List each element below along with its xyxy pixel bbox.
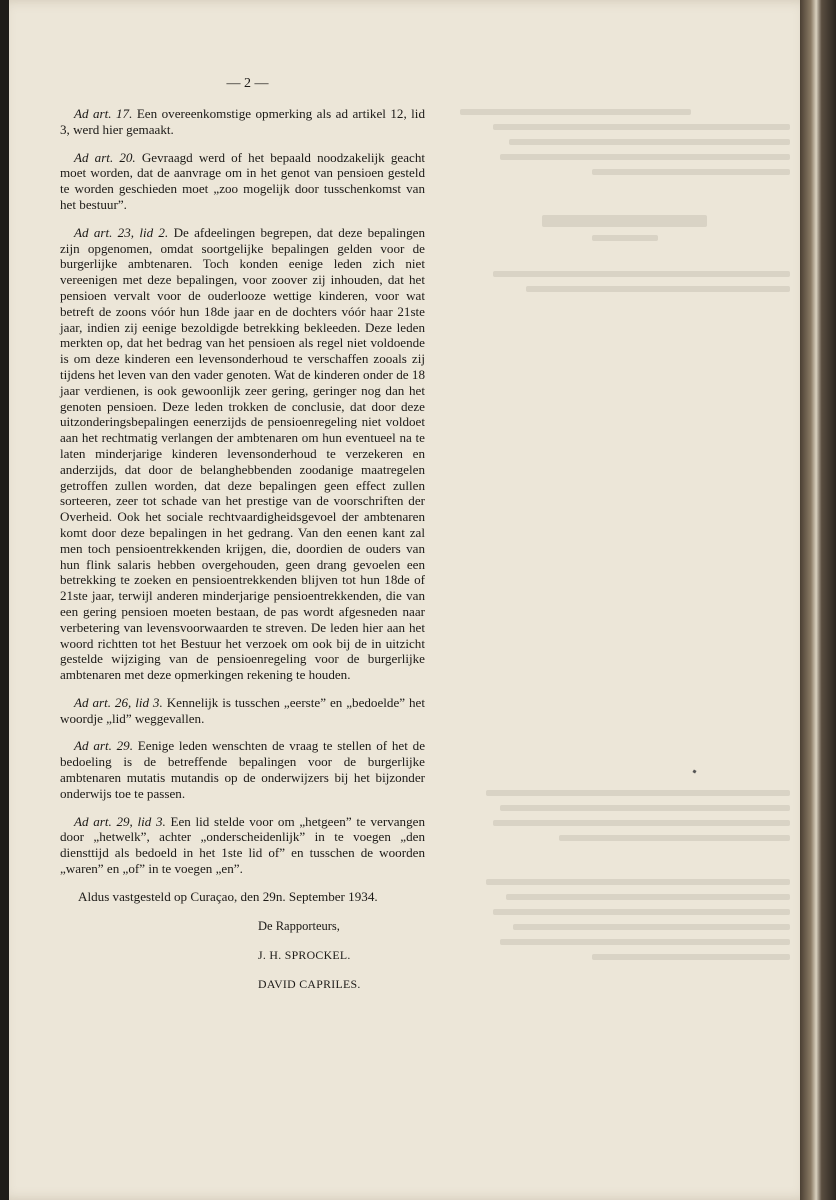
paragraph-art-26 bbox=[60, 695, 425, 727]
paragraph-text: Kennelijk is tusschen „eerste” en „bedoelde” het woordje „lid” weggevallen. bbox=[60, 694, 426, 726]
article-reference: Ad art. 26, lid 3. bbox=[74, 694, 163, 710]
paragraph-text: Een lid stelde voor om „hetgeen” te vervangen door „hetwelk”, achter „onderscheidenlijk” in te voegen „den diensttijd als bedoeld in het 1ste lid of” en tusschen de woorden „waren” en „of” in te voegen „en”. bbox=[60, 813, 425, 877]
paragraph-text: Een overeenkomstige opmerking als ad artikel 12, lid 3, werd hier gemaakt. bbox=[60, 106, 425, 137]
article-reference: Ad art. 17. bbox=[74, 106, 133, 121]
paragraph-text: De afdeelingen begrepen, dat deze bepalingen zijn opgenomen, omdat soortgelijke bepalingen gelden voor de burgerlijke ambtenaren. Toch konden eenige leden zich niet vereenigen met deze bepalingen, voor zoover zij inhouden, dat het pensioen vervalt voor de ouderlooze wettige kinderen, voor wat betreft de zoons vóór hun 18de jaar en de dochters vóór haar 21ste jaar, indien zij eenige bezoldigde betrekking bekleeden. Deze leden merkten op, dat het bedrag van het pensioen als regel niet voldoende is om deze kinderen een levensonderhoud te verschaffen zooals zij tijdens het leven van den vader genoten. Wat de kinderen onder de 18 jaar verdienen, is ook gewoonlijk zeer gering, geringer nog dan het genoten pensioen. Deze leden trokken de conclusie, dat door deze uitzonderingsbepalingen eenerzijds de pensioenregeling niet voldoet aan het rechtmatig verlangen der ambtenaren om hun eventueel na te laten minderjarige kinderen levensonderhoud te verzekeren en anderzijds, dat door de belanghebbenden zoodanige maatregelen getroffen zullen worden, dat deze bepalingen geen effect zullen sorteeren, zeer tot schade van het prestige van de voorschriften der Overheid. Ook het sociale rechtvaardigheidsgevoel der ambtenaren komt door deze bepalingen in het gedrang. Van den eenen kant zal men toch pensioentrekkenden krijgen, die, doordien de ouders van hun flink salaris hebben overgehouden, geen drang gevoelen een betrekking te zoeken en pensioentrekkenden blijven tot hun 18de of 21ste jaar, terwijl anderen minderjarige pensioentrekkenden, die van een gering pensioen moeten bestaan, de pas wordt afgesneden naar verbetering van levensvoorwaarden te streven. De leden hier aan het woord richtten tot het Bestuur het verzoek om ook bij de in uitzicht gestelde wijziging van de pensioenregeling voor de burgerlijke ambtenaren met deze opmerkingen rekening te houden. bbox=[60, 224, 426, 683]
page-number: — 2 — bbox=[226, 76, 269, 91]
paragraph-text: Gevraagd werd of het bepaald noodzakelijk geacht moet worden, dat de aanvrage om in het genot van pensioen gesteld te worden geschieden moet „zoo mogelijk door tusschenkomst van het bestuur”. bbox=[60, 149, 426, 212]
signature-name-2: DAVID CAPRILES. bbox=[258, 976, 361, 991]
bleed-through-text bbox=[460, 70, 790, 1170]
paragraph-art-17 bbox=[60, 106, 425, 138]
paragraph-text: Eenige leden wenschten de vraag te stellen of het de bedoeling is de betreffende bepalingen voor de burgerlijke ambtenaren mutatis mutandis op de onderwijzers bij het bijzonder onderwijs toe te passen. bbox=[60, 738, 426, 801]
article-reference: Ad art. 29, lid 3. bbox=[74, 813, 166, 829]
document-body bbox=[60, 76, 425, 992]
signature-heading: De Rapporteurs, bbox=[258, 918, 340, 933]
paragraph-art-29 bbox=[60, 738, 425, 801]
closing-statement: Aldus vastgesteld op Curaçao, den 29n. September 1934. bbox=[78, 888, 378, 904]
article-reference: Ad art. 20. bbox=[74, 149, 136, 165]
article-reference: Ad art. 23, lid 2. bbox=[74, 224, 169, 240]
book-binding-edge bbox=[800, 0, 836, 1200]
article-reference: Ad art. 29. bbox=[74, 738, 134, 754]
paragraph-art-23 bbox=[60, 225, 425, 683]
signature-name-1: J. H. SPROCKEL. bbox=[258, 947, 351, 962]
paragraph-art-20 bbox=[60, 150, 425, 213]
paragraph-art-29-lid-3 bbox=[60, 814, 425, 877]
